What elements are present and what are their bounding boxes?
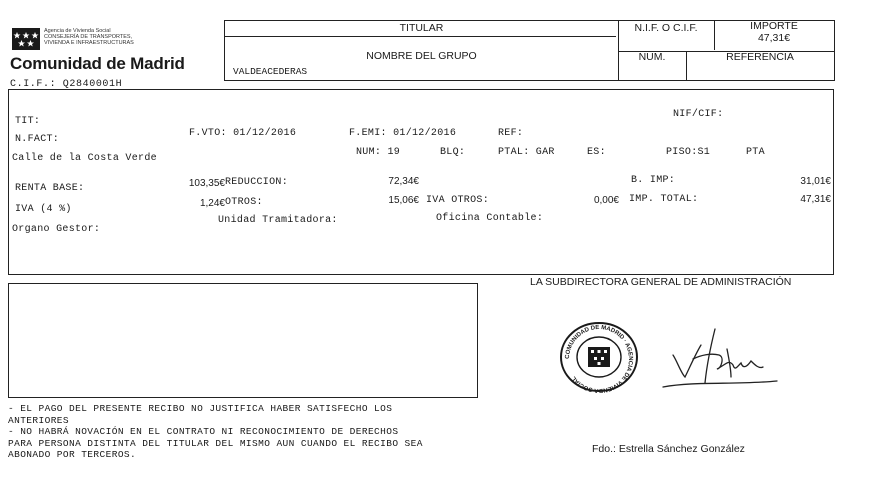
grupo-label: NOMBRE DEL GRUPO — [366, 50, 477, 62]
header-table — [224, 20, 835, 81]
logo-block — [8, 22, 218, 94]
reduccion-value: 72,34€ — [388, 176, 419, 187]
handwritten-signature — [655, 325, 785, 395]
agency-line-2: CONSEJERÍA DE TRANSPORTES, — [44, 34, 133, 40]
signatory-title: LA SUBDIRECTORA GENERAL DE ADMINISTRACIÓN — [530, 276, 792, 288]
note-line: PARA PERSONA DISTINTA DEL TITULAR DEL MISMO AUN CUANDO EL RECIBO SEA — [8, 437, 423, 449]
tit-label: TIT: — [15, 116, 41, 127]
ref-label: REF: — [498, 128, 524, 139]
importe-total-value: 47,31€ — [800, 194, 831, 205]
piso-value: PISO:S1 — [666, 147, 711, 158]
importe-label: IMPORTE — [750, 20, 798, 32]
agency-line-1: Agencia de Vivienda Social — [44, 28, 111, 34]
es-label: ES: — [587, 147, 606, 158]
grupo-value: VALDEACEDERAS — [233, 66, 308, 77]
reduccion-label: REDUCCION: — [225, 177, 289, 188]
fecha-emision: F.EMI: 01/12/2016 — [349, 128, 457, 139]
nifcif-label: NIF/CIF: — [673, 109, 724, 120]
unidad-tramitadora-label: Unidad Tramitadora: — [218, 215, 338, 226]
base-imponible-label: B. IMP: — [631, 175, 676, 186]
importe-total-label: IMP. TOTAL: — [629, 194, 699, 205]
pta-label: PTA — [746, 147, 765, 158]
num-value: NUM: 19 — [356, 147, 401, 158]
base-imponible-value: 31,01€ — [800, 176, 831, 187]
official-seal-icon — [555, 315, 643, 393]
oficina-contable-label: Oficina Contable: — [436, 213, 544, 224]
organo-gestor-label: Organo Gestor: — [12, 224, 101, 235]
payment-stamp-box — [8, 283, 478, 398]
address: Calle de la Costa Verde — [12, 153, 157, 164]
num-label: NUM. — [638, 51, 666, 63]
iva-otros-value: 0,00€ — [593, 195, 619, 206]
agency-name — [44, 28, 134, 46]
note-line: ANTERIORES — [8, 414, 70, 426]
fecha-vencimiento: F.VTO: 01/12/2016 — [189, 128, 297, 139]
note-line: - EL PAGO DEL PRESENTE RECIBO NO JUSTIFICA HABER SATISFECHO LOS — [8, 403, 393, 414]
otros-value: 15,06€ — [388, 195, 419, 206]
issuer-cif: C.I.F.: Q2840001H — [10, 79, 123, 90]
madrid-flag-icon — [12, 28, 40, 50]
importe-value: 47,31€ — [757, 32, 791, 44]
renta-base-label: RENTA BASE: — [15, 183, 85, 194]
seal-lettering: COMUNIDAD DE MADRID · AGENCIA DE VIVIENDA SOCIAL — [564, 324, 634, 393]
invoice-details-box — [8, 89, 834, 275]
blq-label: BLQ: — [440, 147, 466, 158]
note-line: ABONADO POR TERCEROS. — [8, 449, 137, 460]
renta-base-value: 103,35€ — [188, 178, 225, 189]
iva-otros-label: IVA OTROS: — [426, 195, 490, 206]
divider — [225, 36, 616, 37]
otros-label: OTROS: — [225, 197, 263, 208]
ptal-value: PTAL: GAR — [498, 147, 555, 158]
agency-line-3: VIVIENDA E INFRAESTRUCTURAS — [44, 40, 134, 46]
note-line: - NO HABRÁ NOVACIÓN EN EL CONTRATO NI RECONOCIMIENTO DE DERECHOS — [8, 426, 399, 437]
receipt-notes — [8, 403, 498, 461]
signer-name: Fdo.: Estrella Sánchez González — [592, 443, 745, 455]
nif-label: N.I.F. O C.I.F. — [634, 22, 698, 34]
importe-block — [714, 20, 834, 44]
iva-label: IVA (4 %) — [15, 204, 72, 215]
nfact-label: N.FACT: — [15, 134, 60, 145]
referencia-label: REFERENCIA — [726, 51, 794, 63]
brand-name: Comunidad de Madrid — [10, 54, 185, 73]
titular-label: TITULAR — [399, 22, 444, 34]
iva-value: 1,24€ — [199, 198, 225, 209]
